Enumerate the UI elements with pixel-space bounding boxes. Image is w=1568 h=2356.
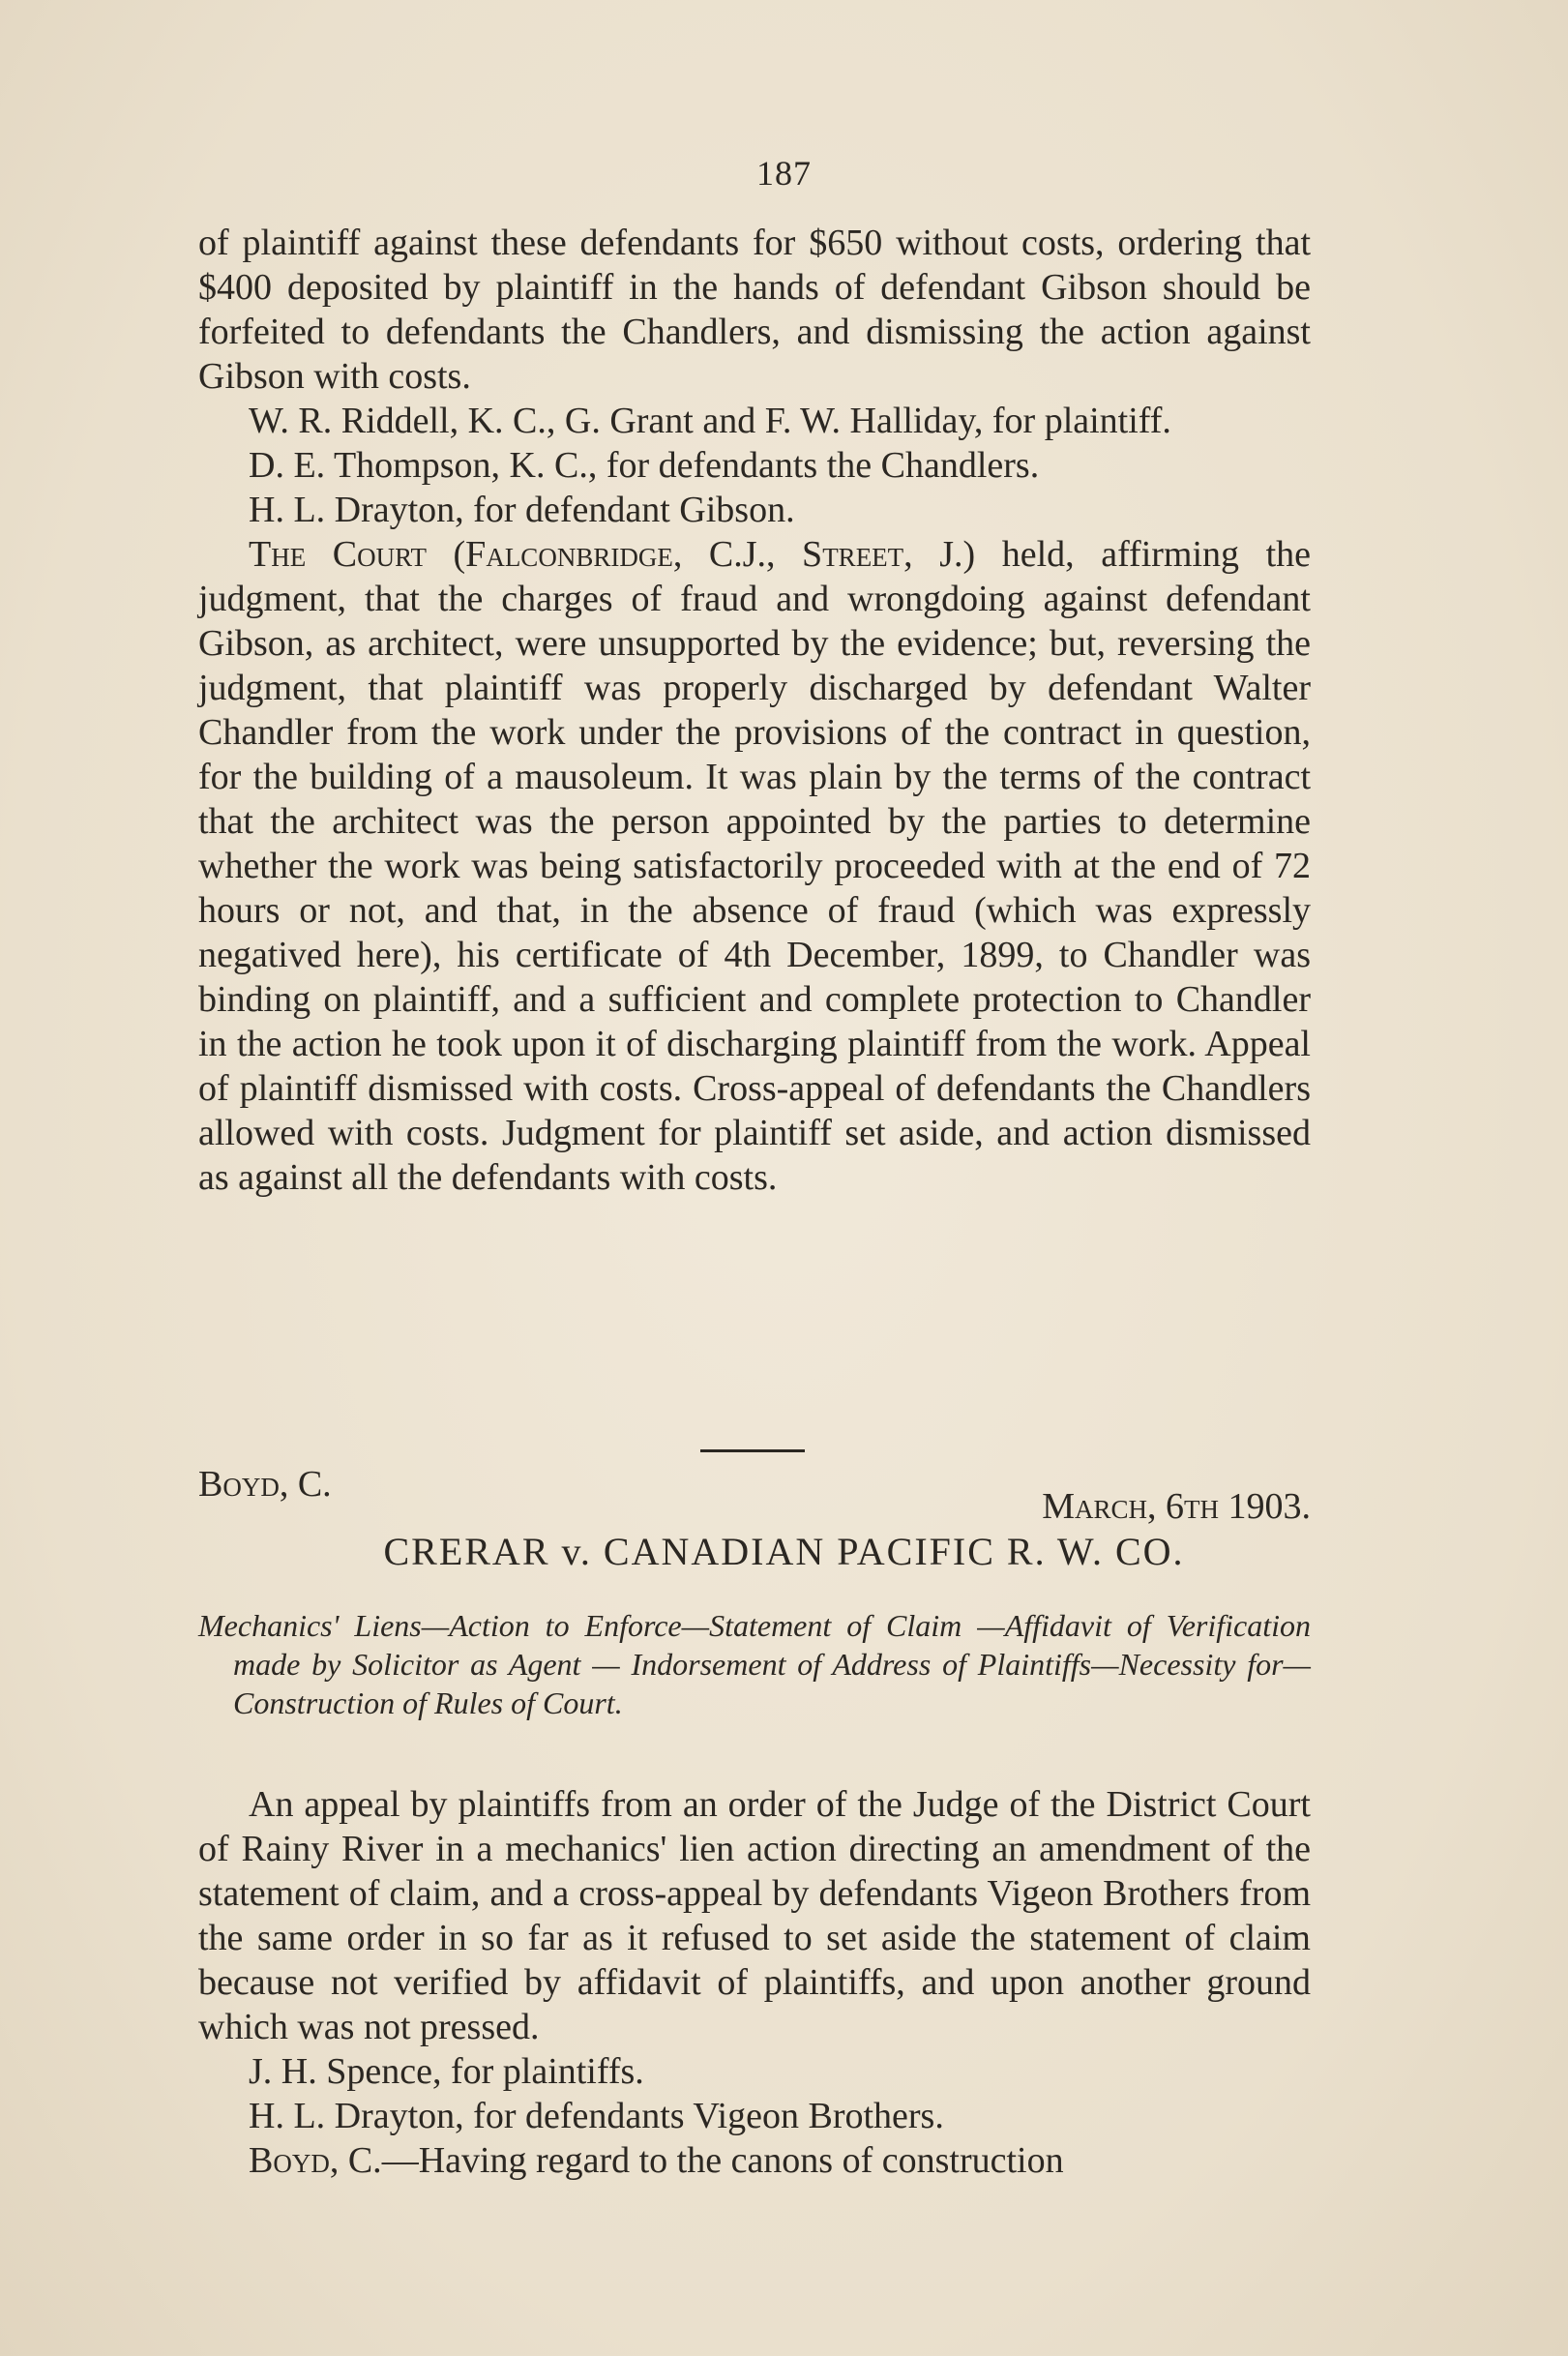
court-holding-lead: The Court (Falconbridge, C.J., Street, J.)	[249, 534, 976, 575]
judgment-start	[198, 2138, 1311, 2183]
court-holding	[198, 532, 1311, 1200]
paragraph-appeal: An appeal by plaintiffs from an order of the Judge of the District Court of Rainy River in a mechanics' lien action directing an amendment of the statement of claim, and a cross-appeal by defendants Vigeon Brothers from the same order in so far as it refused to set aside the statement of claim because not verified by affidavit of plaintiffs, and upon another ground which was not pressed.	[198, 1784, 1311, 2047]
paragraph-intro: of plaintiff against these defendants for $650 without costs, ordering that $400 deposited by plaintiff in the hands of defendant Gibson should be forfeited to defendants the Chandlers, and dismissing the action against Gibson with costs.	[198, 223, 1311, 397]
case-judge: Boyd, C.	[198, 1464, 332, 1505]
court-holding-body: held, affirming the judgment, that the charges of fraud and wrongdoing against defendant Gibson, as architect, were unsupported by the evidence; but, reversing the judgment, that plaintiff was properly discharged by defendant Walter Chandler from the work under the provisions of the contract in question, for the building of a mausoleum. It was plain by the terms of the contract that the architect was the person appointed by the parties to determine whether the work was being satisfactorily proceeded with at the end of 72 hours or not, and that, in the absence of fraud (which was expressly negatived here), his certificate of 4th December, 1899, to Chandler was binding on plaintiff, and a sufficient and complete protection to Chandler in the action he took upon it of discharging plaintiff from the work. Appeal of plaintiff dismissed with costs. Cross-appeal of defendants the Chandlers allowed with costs. Judgment for plaintiff set aside, and action dismissed as against all the defendants with costs.	[198, 534, 1311, 1198]
judgment-lead: Boyd, C.	[249, 2140, 382, 2181]
second-case-body	[198, 1782, 1311, 2183]
first-case-continuation	[198, 221, 1311, 1200]
judgment-body: —Having regard to the canons of construction	[381, 2140, 1064, 2181]
counsel-chandlers: D. E. Thompson, K. C., for defendants the Chandlers.	[249, 445, 1040, 486]
counsel-gibson: H. L. Drayton, for defendant Gibson.	[249, 490, 795, 530]
counsel-vigeon: H. L. Drayton, for defendants Vigeon Brothers.	[249, 2096, 944, 2136]
page-number: 187	[756, 154, 812, 193]
counsel-plaintiffs: J. H. Spence, for plaintiffs.	[249, 2051, 644, 2092]
section-divider	[700, 1449, 805, 1452]
counsel-plaintiff: W. R. Riddell, K. C., G. Grant and F. W. Halliday, for plaintiff.	[249, 401, 1171, 441]
case-headnote: Mechanics' Liens—Action to Enforce—Statement of Claim —Affidavit of Verification made by Solicitor as Agent — Indorsement of Address of Plaintiffs—Necessity for—Construction of Rules of Court.	[198, 1608, 1311, 1720]
case-title: CRERAR v. CANADIAN PACIFIC R. W. CO.	[383, 1530, 1185, 1573]
case-date: March, 6th 1903.	[1042, 1486, 1311, 1527]
